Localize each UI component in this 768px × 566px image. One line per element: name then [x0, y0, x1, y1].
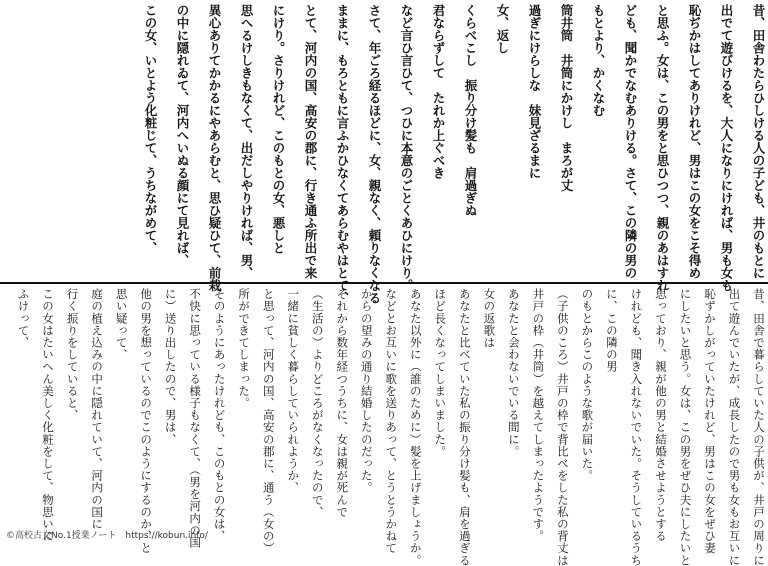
original-column: 昔、田舎わたらひしける人の子ども、井のもとに [751, 4, 766, 279]
original-column: 出でて遊びけるを、大人になりにければ、男も女も [719, 4, 734, 292]
original-column: 恥ぢかはしてありけれど、男はこの女をこそ得め [687, 4, 702, 279]
original-poem-column: 筒井筒 井筒にかけし まろが丈 [559, 4, 574, 192]
translation-column: あなた以外に（誰のために）髪を上げましょうか。 [408, 288, 423, 566]
translation-column: 庭の植え込みの中に隠れていて、河内の国に [90, 288, 105, 530]
translation-column: 昔、田舎で暮らしていた人の子供が、井戸の周りに [752, 288, 766, 566]
original-columns [4, 4, 766, 304]
translation-column: にしたいと思う。女は、この男をぜひ夫にしたいと [678, 288, 693, 566]
copyright-notice: ©高校古文No.1授業ノート https://kobun.info/ [6, 531, 208, 541]
translation-column: 他の男を想っているのでこのようにするのか、と [139, 288, 154, 555]
translation-column: ほど長くなってしまいました。 [433, 288, 448, 458]
original-column: この女、いとよう化粧じて、うちながめて、 [143, 4, 158, 254]
original-column: の中に隠れゐて、河内へいぬる顔にて見れば、 [175, 4, 190, 267]
translation-column: に、この隣の男 [604, 288, 619, 373]
translation-column: あなたと会わないでいる間に。 [506, 288, 521, 458]
original-column: さて、年ごろ経るほどに、女、親なく、頼りなくなる [367, 4, 382, 304]
section-divider [0, 282, 768, 284]
translation-column: この女はたいへん美しく化粧をして、物思いに [41, 288, 56, 543]
translation-column: 不快に思っている様子もなくて、（男を河内の国 [188, 288, 203, 549]
translation-column: などとお互いに歌を送りあって、とうとうかねて [384, 288, 399, 555]
translation-column: 井戸の枠（井筒）を越えてしまったようです。 [531, 288, 546, 543]
translation-column: （生活の）よりどころがなくなったので、 [310, 288, 325, 518]
translation-column: 行く振りをしていると、 [65, 288, 80, 422]
original-column: もとより、かくなむ [591, 4, 606, 117]
original-column: にけり。さりけれど、このもとの女、悪しと [271, 4, 286, 254]
translation-column: 女の返歌は [482, 288, 497, 349]
original-column: など言ひ言ひて、つひに本意のごとくあひにけり。 [399, 4, 414, 292]
translation-column: それから数年経つうちに、女は親が死んで [335, 288, 350, 518]
translation-column: けれども、聞き入れないでいた。そうしているうち [629, 288, 644, 566]
translation-column: からの望みの通り結婚したのだった。 [359, 288, 374, 494]
translation-column: （子供のころ）井戸の枠で背比べをした私の背丈は [555, 288, 570, 566]
translation-column: 思っており、親が他の男と結婚させようとする [653, 288, 668, 543]
original-column: と思ふ。女は、この男をと思ひつつ、親のあはすれ [655, 4, 670, 292]
original-column: 思へるけしきもなくて、出だしやりければ、男、 [239, 4, 254, 279]
translation-column: 一緒に貧しく暮らしていられようか、 [286, 288, 301, 494]
original-column: ままに、もろともに言ふかひなくてあらむやはとて、 [335, 4, 350, 304]
translation-column: 出て遊んでいたが、成長したので男も女もお互いに [727, 288, 742, 566]
original-text-block [4, 4, 766, 304]
original-poem-column: くらべこし 振り分け髪も 肩過ぎぬ [463, 4, 478, 217]
translation-column: 恥ずかしがっていたけれど、男はこの女をぜひ妻 [702, 288, 717, 555]
original-column: とて、河内の国、高安の郡に、行き通ふ所出で来 [303, 4, 318, 279]
translation-column: そのようにあったけれども、このもとの女は、 [212, 288, 227, 543]
translation-column: と思って、河内の国、高安の郡に、通う（女の） [261, 288, 276, 555]
translation-column: に）送り出したので、男は、 [163, 288, 178, 446]
translation-column: のもとからこのような歌が届いた。 [580, 288, 595, 482]
original-poem-column: 過ぎにけらしな 妹見ざるまに [527, 4, 542, 179]
translation-column: あなたと比べていた私の振り分け髪も、肩を過ぎる [457, 288, 472, 566]
original-column: ども、聞かでなむありける。さて、この隣の男の [623, 4, 638, 279]
original-column: 異心ありてかかるにやあらむと、思ひ疑ひて、前栽 [207, 4, 222, 292]
original-poem-column: 君ならずして たれか上ぐべき [431, 4, 446, 179]
translation-column: 思い疑って、 [114, 288, 129, 361]
translation-column: 所ができてしまった。 [237, 288, 252, 409]
original-column: 女、返し [495, 4, 510, 54]
translation-column: ふけって、 [16, 288, 31, 349]
